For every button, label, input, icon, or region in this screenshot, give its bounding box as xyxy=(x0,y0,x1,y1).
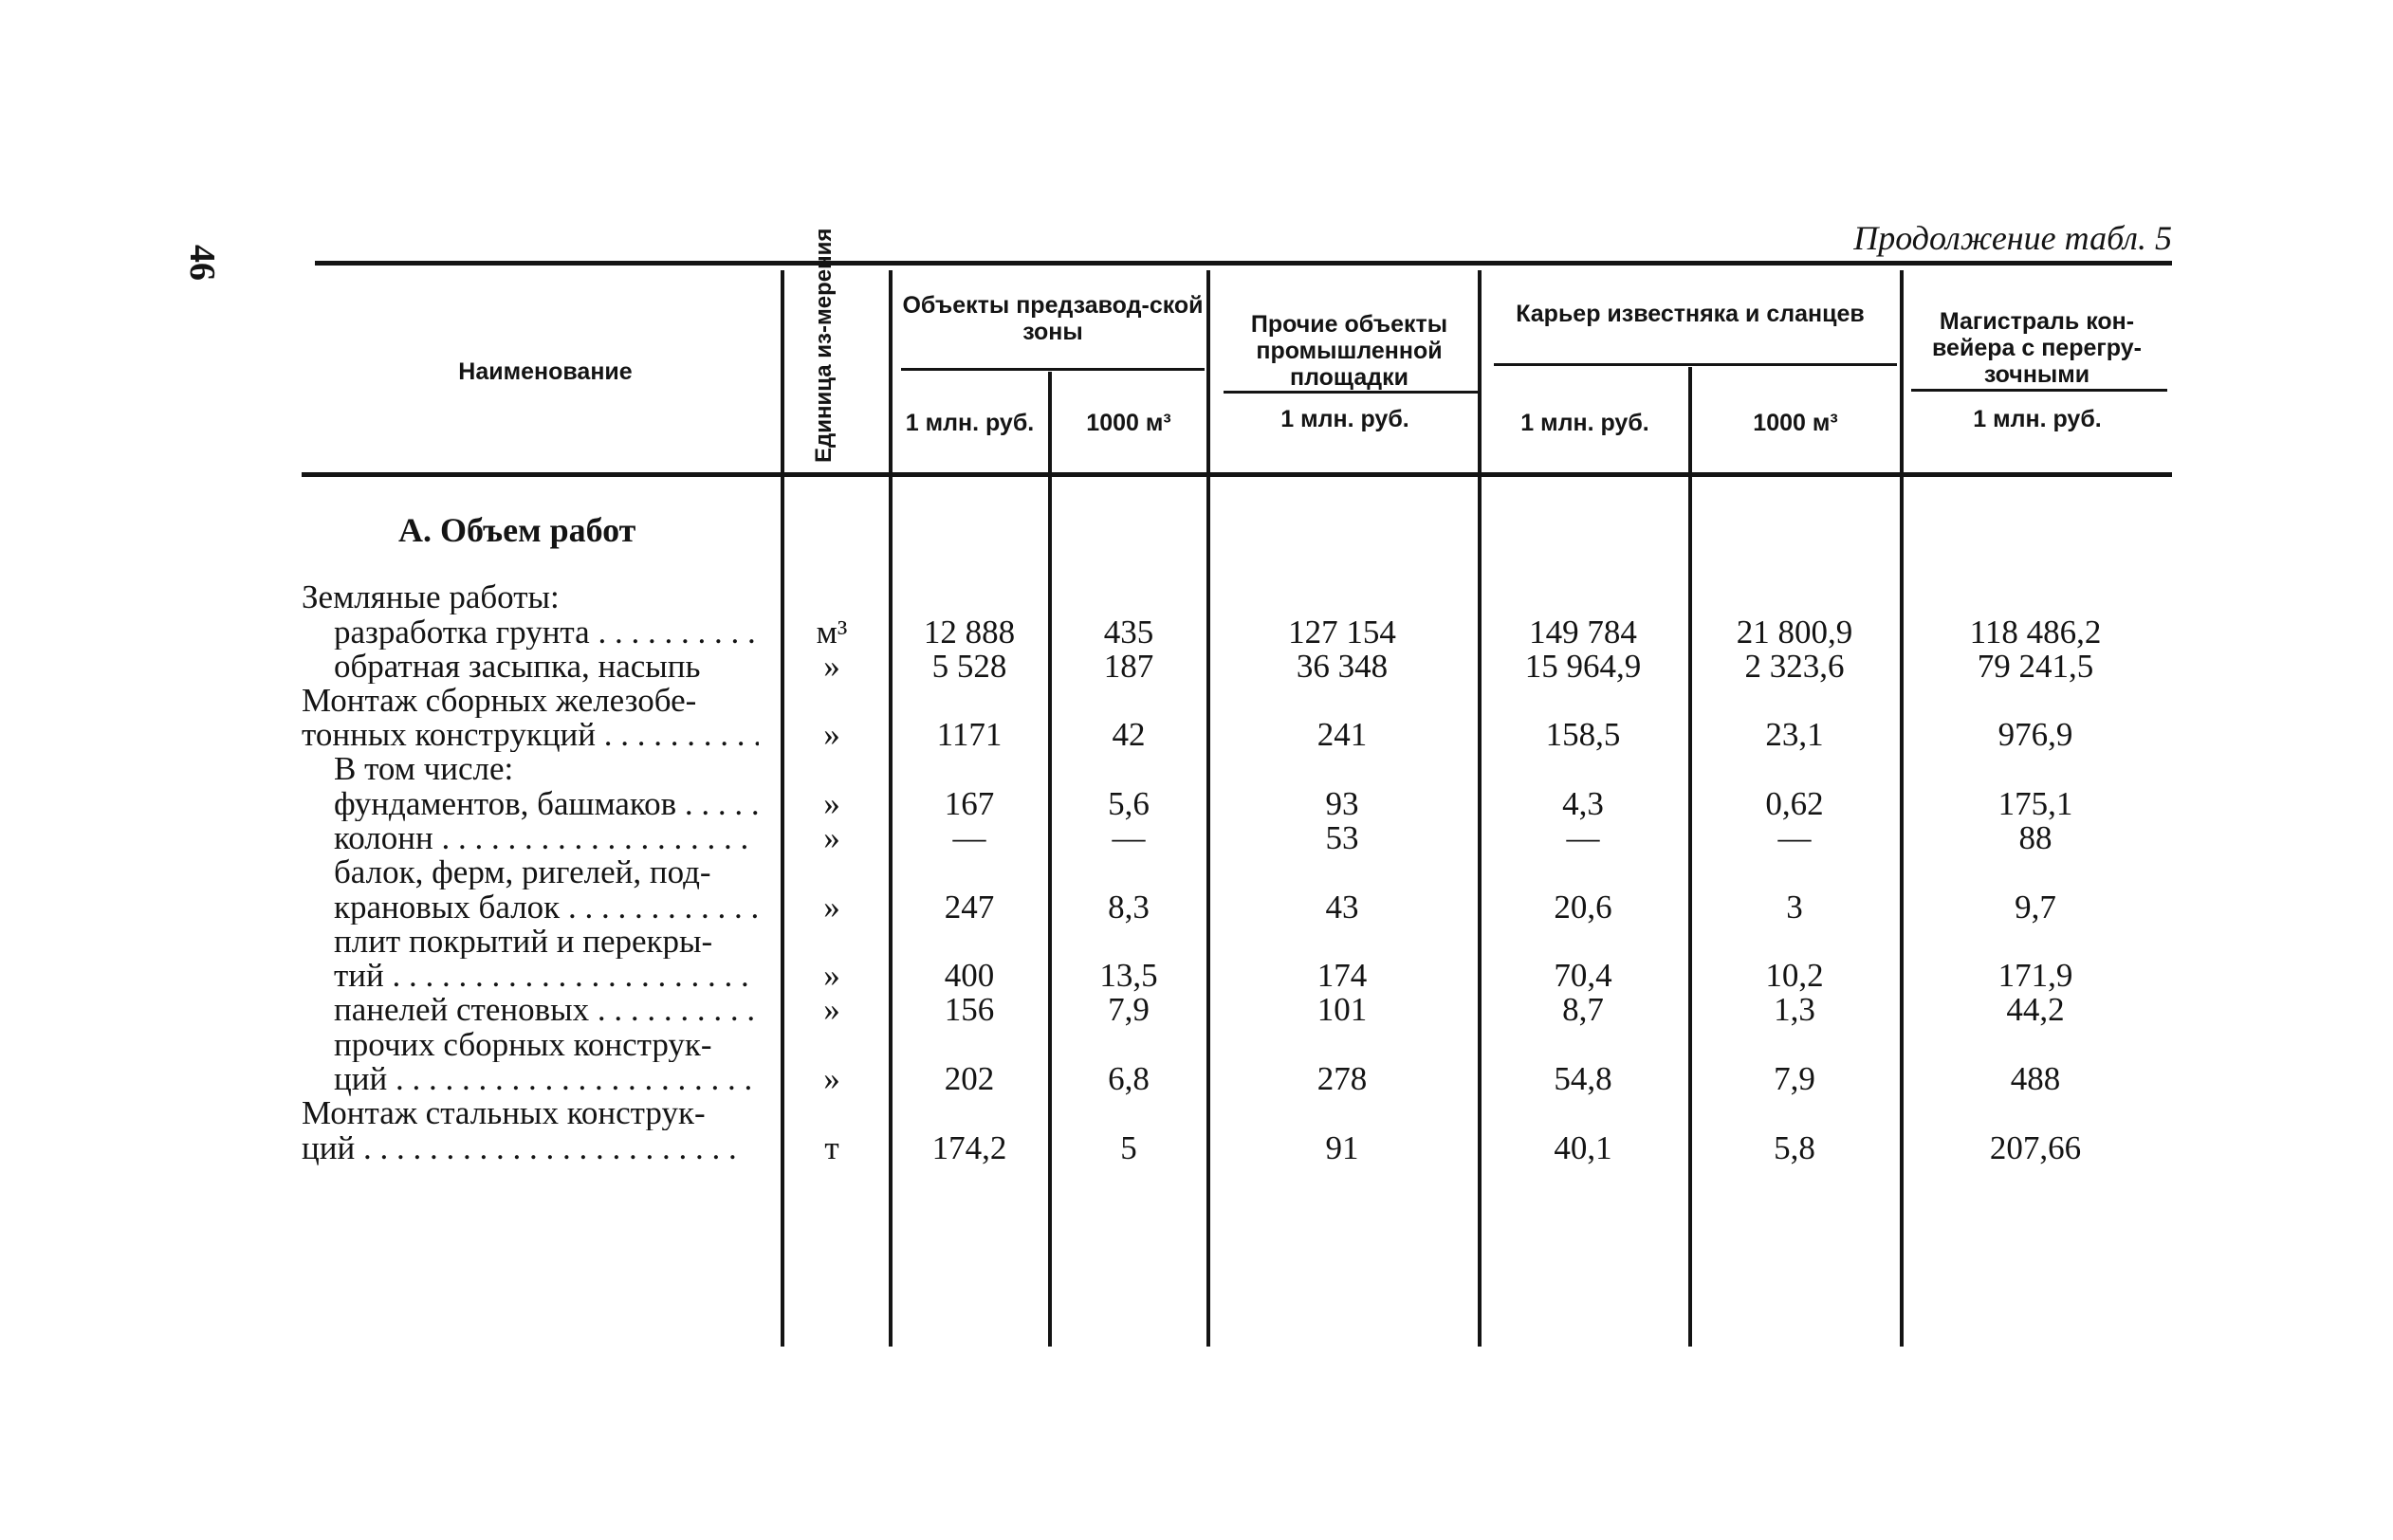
row-value: 53 xyxy=(1325,819,1359,856)
row-unit: » xyxy=(823,785,840,822)
row-value: 23,1 xyxy=(1765,716,1824,753)
row-value: 12 888 xyxy=(923,614,1016,651)
row-value: 488 xyxy=(2010,1060,2061,1097)
row-value: 101 xyxy=(1316,991,1368,1028)
table-row xyxy=(0,1062,2393,1096)
row-value: 127 154 xyxy=(1288,614,1396,651)
table-row xyxy=(0,752,2393,786)
row-name: тонных конструкций . . . xyxy=(302,718,759,752)
table-row xyxy=(0,890,2393,925)
row-value: 0,62 xyxy=(1765,785,1824,822)
table-row xyxy=(0,925,2393,959)
row-value: 5,8 xyxy=(1774,1129,1815,1166)
row-value: 13,5 xyxy=(1099,957,1158,994)
row-value: 7,9 xyxy=(1774,1060,1815,1097)
row-name: тий . . . xyxy=(334,959,759,993)
row-unit: » xyxy=(823,648,840,685)
row-name: ций . . . xyxy=(334,1062,759,1096)
row-value: 171,9 xyxy=(1997,957,2073,994)
row-value: 241 xyxy=(1316,716,1368,753)
row-value: — xyxy=(1566,819,1600,856)
row-value: — xyxy=(952,819,986,856)
row-unit: м³ xyxy=(816,614,848,651)
row-value: 5,6 xyxy=(1108,785,1150,822)
row-unit: т xyxy=(824,1129,839,1166)
row-value: 7,9 xyxy=(1108,991,1150,1028)
row-value: 278 xyxy=(1316,1060,1368,1097)
row-value: 175,1 xyxy=(1997,785,2073,822)
row-value: 10,2 xyxy=(1765,957,1824,994)
row-name: Монтаж сборных железобе- xyxy=(302,684,697,718)
table-row xyxy=(0,787,2393,821)
row-value: 20,6 xyxy=(1554,889,1612,926)
row-name: В том числе: xyxy=(334,752,514,786)
header-group1-sub2: 1000 м³ xyxy=(1086,410,1171,436)
row-value: 156 xyxy=(944,991,995,1028)
row-value: 36 348 xyxy=(1296,648,1389,685)
row-value: 9,7 xyxy=(2015,889,2056,926)
row-name: крановых балок . . . xyxy=(334,890,759,925)
group3-sub-rule xyxy=(1494,363,1897,366)
row-unit: » xyxy=(823,957,840,994)
header-unit: Единица из-мерения xyxy=(811,228,837,463)
row-value: 8,3 xyxy=(1108,889,1150,926)
table-row xyxy=(0,959,2393,993)
table-row xyxy=(0,1131,2393,1165)
row-unit: » xyxy=(823,889,840,926)
row-value: 42 xyxy=(1112,716,1146,753)
row-value: 91 xyxy=(1325,1129,1359,1166)
row-value: 43 xyxy=(1325,889,1359,926)
row-value: 149 784 xyxy=(1529,614,1637,651)
row-name: фундаментов, башмаков . . . xyxy=(334,787,759,821)
row-value: 8,7 xyxy=(1562,991,1604,1028)
top-rule xyxy=(315,261,2172,266)
table-row xyxy=(0,821,2393,855)
row-value: 2 323,6 xyxy=(1744,648,1845,685)
row-value: 400 xyxy=(944,957,995,994)
row-value: 174 xyxy=(1316,957,1368,994)
row-name: плит покрытий и перекры- xyxy=(334,925,713,959)
row-value: 4,3 xyxy=(1562,785,1604,822)
group1-sub-rule xyxy=(901,368,1205,371)
header-group4: Магистраль кон-вейера с перегру-зочными xyxy=(1932,308,2142,388)
row-unit: » xyxy=(823,1060,840,1097)
row-value: 435 xyxy=(1103,614,1154,651)
row-name: ций . . . xyxy=(302,1131,759,1165)
table-row xyxy=(0,580,2393,614)
group4-sub-rule xyxy=(1911,389,2167,392)
table-row xyxy=(0,855,2393,889)
row-unit: » xyxy=(823,716,840,753)
table-row xyxy=(0,615,2393,650)
header-group3: Карьер известняка и сланцев xyxy=(1516,301,1865,327)
group2-sub-rule xyxy=(1224,391,1480,394)
table-caption: Продолжение табл. 5 xyxy=(1853,219,2172,257)
header-group3-sub1: 1 млн. руб. xyxy=(1520,410,1649,436)
row-value: — xyxy=(1112,819,1146,856)
row-value: 976,9 xyxy=(1997,716,2073,753)
row-value: 79 241,5 xyxy=(1977,648,2094,685)
table-row xyxy=(0,1028,2393,1062)
row-name: панелей стеновых . . . xyxy=(334,993,759,1027)
row-unit: » xyxy=(823,991,840,1028)
table-row xyxy=(0,684,2393,718)
table-row xyxy=(0,650,2393,684)
row-name: Земляные работы: xyxy=(302,580,560,614)
header-group4-sub1: 1 млн. руб. xyxy=(1973,406,2102,432)
row-value: — xyxy=(1777,819,1812,856)
row-value: 118 486,2 xyxy=(1969,614,2102,651)
section-title: А. Объем работ xyxy=(398,511,636,549)
row-value: 202 xyxy=(944,1060,995,1097)
row-value: 6,8 xyxy=(1108,1060,1150,1097)
row-value: 5 528 xyxy=(931,648,1007,685)
row-value: 1171 xyxy=(936,716,1003,753)
page-number: 46 xyxy=(182,245,222,281)
row-name: разработка грунта . . . xyxy=(334,615,759,650)
header-name: Наименование xyxy=(458,358,633,385)
row-value: 70,4 xyxy=(1554,957,1612,994)
header-group3-sub2: 1000 м³ xyxy=(1753,410,1838,436)
row-value: 3 xyxy=(1786,889,1803,926)
header-bottom-rule xyxy=(302,472,2172,477)
table-row xyxy=(0,1096,2393,1130)
row-value: 207,66 xyxy=(1989,1129,2082,1166)
row-unit: » xyxy=(823,819,840,856)
row-name: прочих сборных конструк- xyxy=(334,1028,712,1062)
row-value: 15 964,9 xyxy=(1524,648,1642,685)
row-value: 21 800,9 xyxy=(1736,614,1853,651)
table-row xyxy=(0,993,2393,1027)
row-value: 167 xyxy=(944,785,995,822)
row-value: 1,3 xyxy=(1774,991,1815,1028)
row-value: 54,8 xyxy=(1554,1060,1612,1097)
row-name: колонн . . . xyxy=(334,821,759,855)
header-group2: Прочие объекты промышленной площадки xyxy=(1250,311,1448,391)
row-name: Монтаж стальных конструк- xyxy=(302,1096,706,1130)
row-value: 93 xyxy=(1325,785,1359,822)
row-value: 40,1 xyxy=(1554,1129,1612,1166)
row-value: 158,5 xyxy=(1545,716,1621,753)
row-name: обратная засыпка, насыпь xyxy=(334,650,701,684)
row-value: 247 xyxy=(944,889,995,926)
table-row xyxy=(0,718,2393,752)
row-value: 187 xyxy=(1103,648,1154,685)
row-value: 88 xyxy=(2018,819,2052,856)
row-value: 5 xyxy=(1120,1129,1137,1166)
header-group1-sub1: 1 млн. руб. xyxy=(905,410,1035,436)
row-name: балок, ферм, ригелей, под- xyxy=(334,855,711,889)
row-value: 44,2 xyxy=(2006,991,2065,1028)
header-group1: Объекты предзавод-ской зоны xyxy=(902,292,1204,345)
header-group2-sub1: 1 млн. руб. xyxy=(1280,406,1409,432)
row-value: 174,2 xyxy=(931,1129,1007,1166)
